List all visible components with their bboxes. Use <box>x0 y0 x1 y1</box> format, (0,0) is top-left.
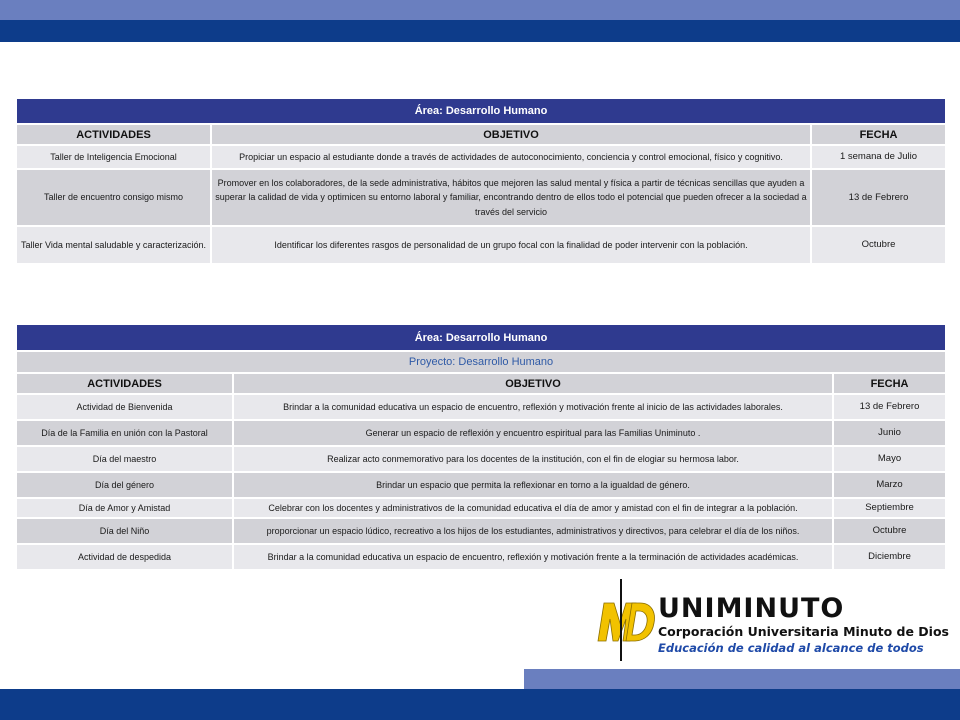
project-row <box>16 351 946 373</box>
cell-fecha: Octubre <box>811 226 946 264</box>
cell-objetivo: Identificar los diferentes rasgos de personalidad de un grupo focal con la finalidad de poder intervenir con la población. <box>211 226 811 264</box>
cell-fecha: Diciembre <box>833 544 946 570</box>
cell-objetivo: Brindar a la comunidad educativa un espacio de encuentro, reflexión y motivación frente a la terminación de actividades académicas. <box>233 544 833 570</box>
cell-fecha: 13 de Febrero <box>833 394 946 420</box>
cell-objetivo: Celebrar con los docentes y administrativos de la comunidad educativa el día de amor y amistad con el fin de integrar a la población. <box>233 498 833 518</box>
cell-actividad: Taller de encuentro consigo mismo <box>16 169 211 226</box>
cell-fecha: Octubre <box>833 518 946 544</box>
column-header-objetivo: OBJETIVO <box>211 124 811 145</box>
column-header-fecha: FECHA <box>811 124 946 145</box>
table-row <box>16 394 946 420</box>
table-row <box>16 472 946 498</box>
table-row <box>16 544 946 570</box>
cell-objetivo: Realizar acto conmemorativo para los docentes de la institución, con el fin de elogiar su hermosa labor. <box>233 446 833 472</box>
cell-actividad: Actividad de Bienvenida <box>16 394 233 420</box>
cell-actividad: Actividad de despedida <box>16 544 233 570</box>
project-label: Proyecto: <box>408 356 456 368</box>
cell-actividad: Taller de Inteligencia Emocional <box>16 145 211 169</box>
cell-fecha: 13 de Febrero <box>811 169 946 226</box>
cross-icon <box>618 579 624 661</box>
cell-objetivo: Brindar un espacio que permita la reflexionar en torno a la igualdad de género. <box>233 472 833 498</box>
cell-fecha: Junio <box>833 420 946 446</box>
column-header-actividades: ACTIVIDADES <box>16 124 211 145</box>
cell-fecha: Mayo <box>833 446 946 472</box>
activities-table-2 <box>15 323 947 571</box>
cell-actividad: Día del maestro <box>16 446 233 472</box>
cell-objetivo: Generar un espacio de reflexión y encuentro espiritual para las Familias Uniminuto . <box>233 420 833 446</box>
column-header-fecha: FECHA <box>833 373 946 394</box>
column-header-objetivo: OBJETIVO <box>233 373 833 394</box>
cell-actividad: Taller Vida mental saludable y caracterización. <box>16 226 211 264</box>
cell-objetivo: Promover en los colaboradores, de la sede administrativa, hábitos que mejoren las salud mental y física a partir de técnicas sencillas que ayuden a superar la calidad de vida y optimicen su entorno laboral y familiar, encontrando dentro de ellos todo el potencial que pueden ofrecer a la sociedad a través del servicio <box>211 169 811 226</box>
cell-actividad: Día de la Familia en unión con la Pastoral <box>16 420 233 446</box>
table-row <box>16 446 946 472</box>
logo-subtitle: Corporación Universitaria Minuto de Dios <box>658 624 949 639</box>
cell-fecha: Septiembre <box>833 498 946 518</box>
table-row <box>16 226 946 264</box>
cell-objetivo: proporcionar un espacio lúdico, recreativo a los hijos de los estudiantes, administrativos y directivos, para celebrar el día de los niños. <box>233 518 833 544</box>
bottom-band-dark <box>0 689 960 720</box>
table-row <box>16 145 946 169</box>
md-logo-mark-icon <box>596 595 656 645</box>
top-band-dark <box>0 20 960 42</box>
cell-objetivo: Propiciar un espacio al estudiante donde a través de actividades de autoconocimiento, conciencia y control emocional, físico y cognitivo. <box>211 145 811 169</box>
bottom-band-light <box>524 669 960 689</box>
cell-actividad: Día del Niño <box>16 518 233 544</box>
column-header-actividades: ACTIVIDADES <box>16 373 233 394</box>
table-row <box>16 498 946 518</box>
cell-fecha: Marzo <box>833 472 946 498</box>
area-header: Área: Desarrollo Humano <box>16 324 946 351</box>
activities-table-1 <box>15 97 947 265</box>
cell-fecha: 1 semana de Julio <box>811 145 946 169</box>
table-row <box>16 518 946 544</box>
logo-title: UNIMINUTO <box>658 593 845 624</box>
logo-tagline: Educación de calidad al alcance de todos <box>658 641 924 655</box>
top-band-light <box>0 0 960 20</box>
cell-actividad: Día del género <box>16 472 233 498</box>
uniminuto-logo <box>596 579 949 661</box>
table-row <box>16 169 946 226</box>
table-row <box>16 420 946 446</box>
cell-actividad: Día de Amor y Amistad <box>16 498 233 518</box>
cell-objetivo: Brindar a la comunidad educativa un espacio de encuentro, reflexión y motivación frente al inicio de las actividades laborales. <box>233 394 833 420</box>
project-value: Desarrollo Humano <box>458 356 554 368</box>
area-header: Área: Desarrollo Humano <box>16 98 946 124</box>
